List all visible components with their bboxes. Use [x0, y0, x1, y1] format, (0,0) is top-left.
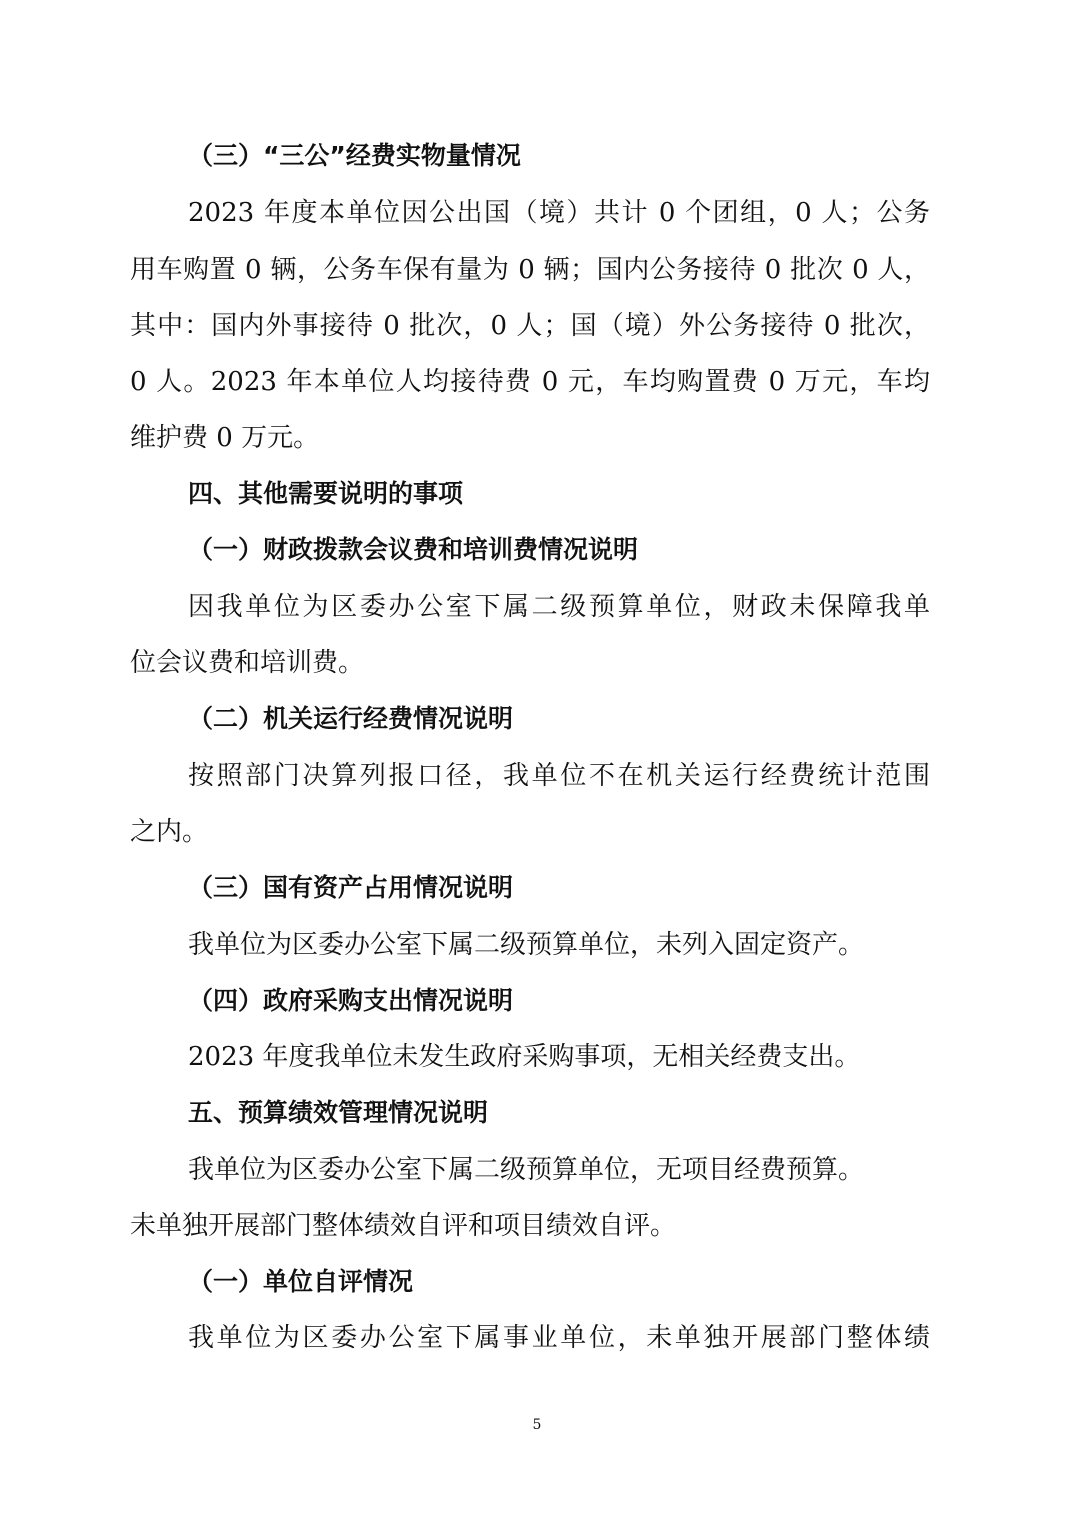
paragraph-line: 因我单位为区委办公室下属二级预算单位，财政未保障我单 — [188, 592, 930, 622]
paragraph-line: 2023 年度我单位未发生政府采购事项，无相关经费支出。 — [188, 1042, 861, 1072]
paragraph-line: 维护费 0 万元。 — [130, 423, 320, 453]
subheading-procurement: （四）政府采购支出情况说明 — [188, 986, 514, 1015]
paragraph-line: 2023 年度本单位因公出国（境）共计 0 个团组，0 人；公务 — [188, 198, 930, 228]
subheading-operating-costs: （二）机关运行经费情况说明 — [188, 704, 514, 733]
paragraph-line: 其中：国内外事接待 0 批次，0 人；国（境）外公务接待 0 批次， — [130, 311, 930, 341]
paragraph-line: 按照部门决算列报口径，我单位不在机关运行经费统计范围 — [188, 761, 930, 791]
section-three-public-title: （三）“三公”经费实物量情况 — [188, 141, 521, 170]
paragraph-line: 我单位为区委办公室下属二级预算单位，未列入固定资产。 — [188, 930, 865, 960]
paragraph-line: 我单位为区委办公室下属二级预算单位，无项目经费预算。 — [188, 1155, 865, 1185]
page-number: 5 — [532, 1417, 542, 1433]
paragraph-line: 位会议费和培训费。 — [130, 648, 365, 678]
paragraph-line: 用车购置 0 辆，公务车保有量为 0 辆；国内公务接待 0 批次 0 人， — [130, 255, 930, 285]
paragraph-line: 之内。 — [130, 817, 209, 847]
paragraph-line: 未单独开展部门整体绩效自评和项目绩效自评。 — [130, 1211, 677, 1241]
heading-section-four: 四、其他需要说明的事项 — [188, 479, 464, 508]
subheading-self-evaluation: （一）单位自评情况 — [188, 1267, 414, 1296]
heading-section-five: 五、预算绩效管理情况说明 — [188, 1098, 489, 1127]
subheading-meeting-training: （一）财政拨款会议费和培训费情况说明 — [188, 535, 639, 564]
paragraph-line: 我单位为区委办公室下属事业单位，未单独开展部门整体绩 — [188, 1323, 930, 1353]
paragraph-line: 0 人。2023 年本单位人均接待费 0 元，车均购置费 0 万元，车均 — [130, 367, 930, 397]
subheading-state-assets: （三）国有资产占用情况说明 — [188, 873, 514, 902]
